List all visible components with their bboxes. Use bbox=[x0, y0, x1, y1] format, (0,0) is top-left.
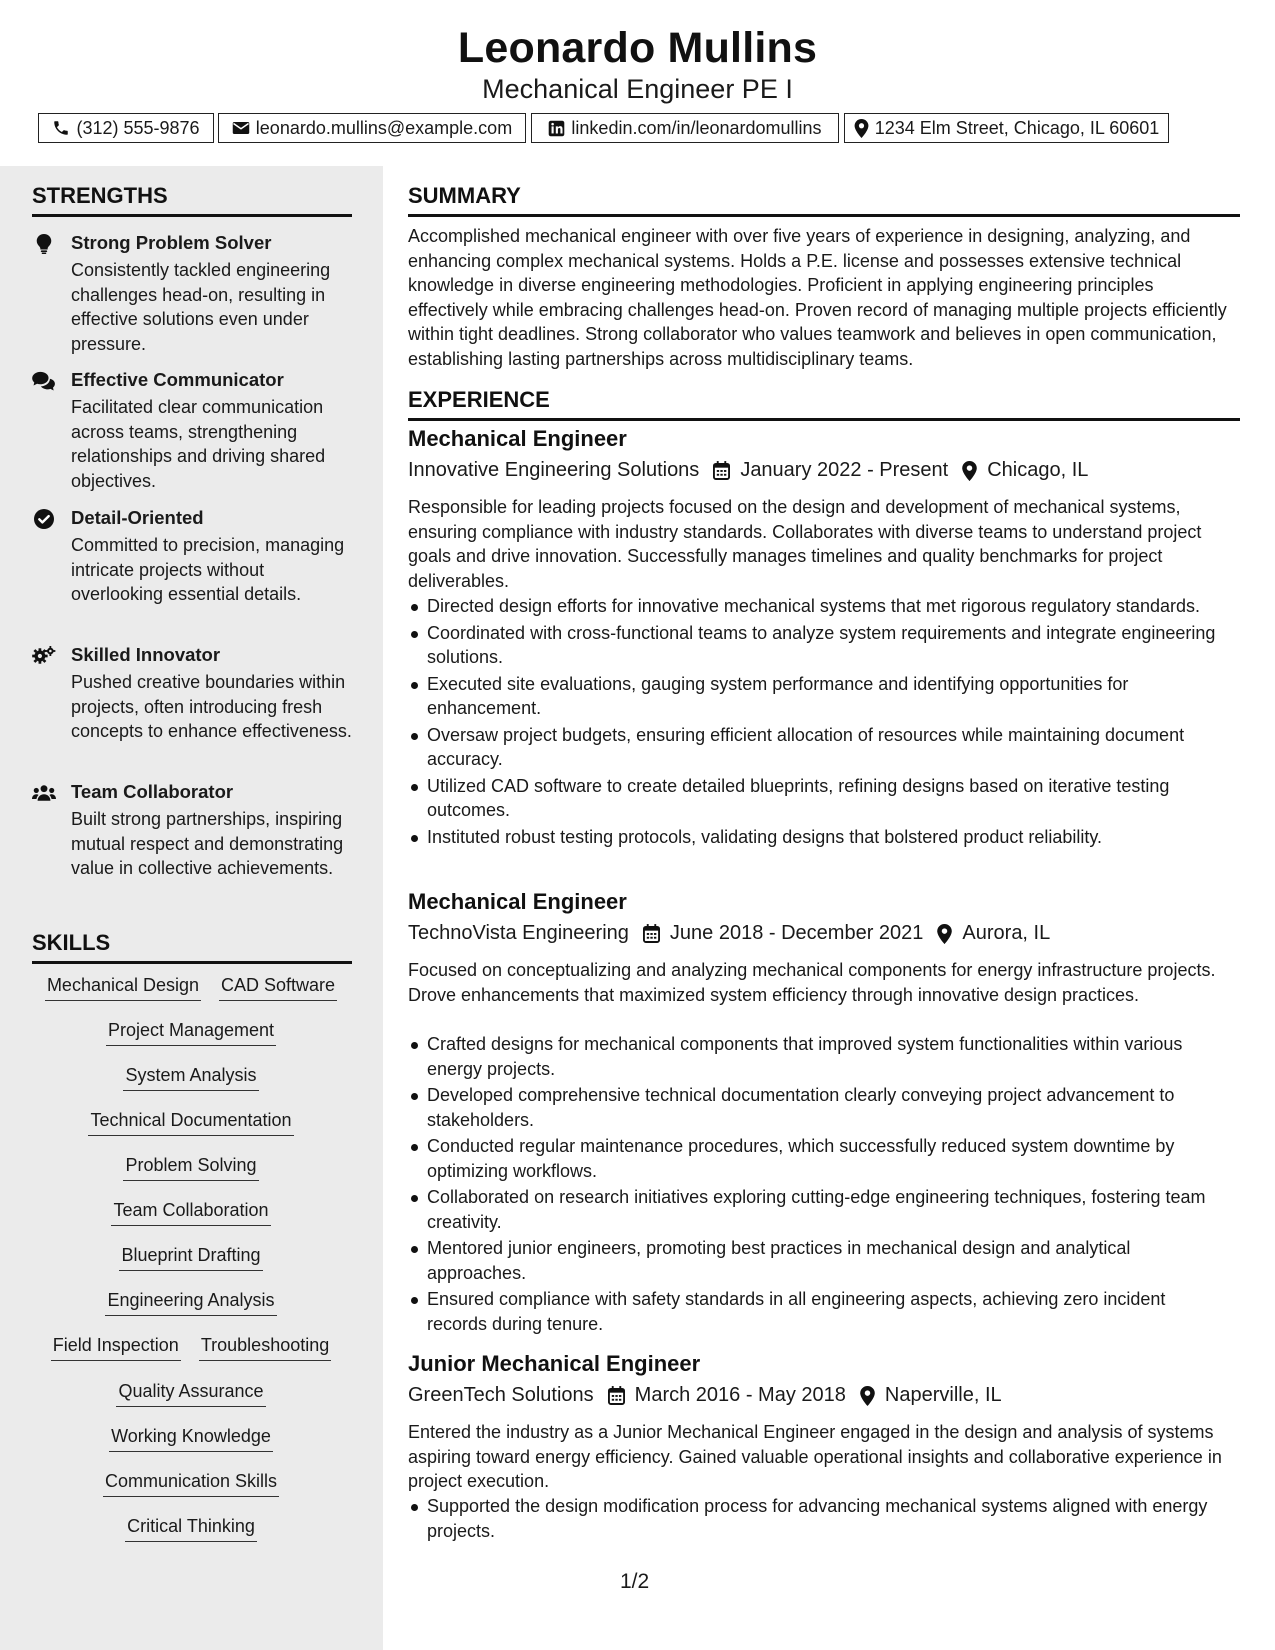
bullet-item: Coordinated with cross-functional teams to analyze system requirements and integrate engineering solutions. bbox=[408, 621, 1228, 670]
strength-title: Effective Communicator bbox=[71, 369, 284, 390]
skill-tag: Problem Solving bbox=[123, 1152, 258, 1181]
phone-text: (312) 555-9876 bbox=[76, 117, 200, 138]
strength-desc: Pushed creative boundaries within projects, often introducing fresh concepts to enhance effectiveness. bbox=[71, 672, 352, 741]
bullet-item: Conducted regular maintenance procedures, which successfully reduced system downtime by optimizing workflows. bbox=[408, 1134, 1228, 1183]
calendar-icon bbox=[713, 461, 730, 480]
job-bullets bbox=[408, 1032, 1228, 1338]
resume-header bbox=[0, 0, 1275, 160]
candidate-title: Mechanical Engineer PE I bbox=[482, 74, 793, 104]
lightbulb-icon bbox=[32, 232, 56, 256]
bullet-item: Mentored junior engineers, promoting best practices in mechanical design and analytical approaches. bbox=[408, 1236, 1228, 1285]
check-circle-icon bbox=[32, 507, 56, 531]
contact-phone bbox=[38, 113, 214, 143]
job-location: Chicago, IL bbox=[987, 459, 1089, 481]
strength-title: Strong Problem Solver bbox=[71, 232, 272, 253]
contact-address bbox=[844, 113, 1169, 143]
job-dates: March 2016 - May 2018 bbox=[634, 1384, 846, 1406]
summary-heading: SUMMARY bbox=[408, 183, 521, 208]
strength-title: Detail-Oriented bbox=[71, 507, 204, 528]
skills-row bbox=[32, 1513, 350, 1542]
strength-desc: Committed to precision, managing intricate projects without overlooking essential details. bbox=[71, 535, 345, 604]
skill-tag: Technical Documentation bbox=[88, 1107, 293, 1136]
skill-tag: Mechanical Design bbox=[45, 972, 201, 1001]
gears-icon bbox=[32, 644, 56, 668]
job-title: Mechanical Engineer bbox=[408, 426, 627, 451]
skill-tag: Communication Skills bbox=[103, 1468, 279, 1497]
bullet-item: Oversaw project budgets, ensuring efficient allocation of resources while maintaining document accuracy. bbox=[408, 723, 1228, 772]
skill-tag: Troubleshooting bbox=[199, 1332, 331, 1361]
job-dates: January 2022 - Present bbox=[740, 459, 949, 481]
calendar-icon bbox=[643, 924, 660, 943]
bullet-item: Supported the design modification process for advancing mechanical systems aligned with energy projects. bbox=[408, 1494, 1228, 1543]
strength-title: Team Collaborator bbox=[71, 781, 234, 802]
skills-row bbox=[32, 1152, 350, 1181]
job-location: Aurora, IL bbox=[962, 922, 1051, 944]
skills-row bbox=[32, 1242, 350, 1271]
skills-row bbox=[32, 1197, 350, 1226]
contact-bar bbox=[38, 113, 1238, 143]
users-icon bbox=[32, 781, 56, 805]
skill-tag: Quality Assurance bbox=[116, 1378, 265, 1407]
address-text: 1234 Elm Street, Chicago, IL 60601 bbox=[874, 117, 1160, 138]
skills-row bbox=[32, 1107, 350, 1136]
skill-tag: System Analysis bbox=[123, 1062, 258, 1091]
skill-tag: Blueprint Drafting bbox=[119, 1242, 262, 1271]
strength-desc: Facilitated clear communication across teams, strengthening relationships and driving shared objectives. bbox=[71, 397, 326, 491]
skill-tag: Field Inspection bbox=[51, 1332, 181, 1361]
envelope-icon bbox=[232, 120, 250, 136]
bullet-item: Executed site evaluations, gauging system performance and identifying opportunities for enhancement. bbox=[408, 672, 1228, 721]
job-company: Innovative Engineering Solutions bbox=[408, 459, 700, 481]
experience-divider bbox=[408, 418, 1240, 421]
candidate-name: Leonardo Mullins bbox=[457, 24, 818, 72]
skills-row bbox=[32, 1423, 350, 1452]
job-bullets bbox=[408, 1494, 1228, 1545]
bullet-item: Developed comprehensive technical documentation clearly conveying project advancement to stakeholders. bbox=[408, 1083, 1228, 1132]
job-meta bbox=[408, 922, 1050, 945]
strengths-heading: STRENGTHS bbox=[32, 183, 168, 208]
skills-row bbox=[32, 1287, 350, 1316]
job-description: Responsible for leading projects focused on the design and development of mechanical systems, ensuring compliance with industry standards. Collaborates with diverse teams to understand project goals and drive innovation. Successfully manages timelines and quality benchmarks for project deliverables. bbox=[408, 497, 1202, 591]
contact-email[interactable] bbox=[218, 113, 526, 143]
skill-tag: CAD Software bbox=[219, 972, 337, 1001]
linkedin-text: linkedin.com/in/leonardomullins bbox=[571, 117, 822, 138]
strengths-divider bbox=[32, 214, 352, 217]
job-dates: June 2018 - December 2021 bbox=[669, 922, 924, 944]
job-company: TechnoVista Engineering bbox=[408, 922, 629, 944]
skills-row bbox=[32, 1062, 350, 1091]
bullet-item: Directed design efforts for innovative mechanical systems that met rigorous regulatory standards. bbox=[408, 594, 1228, 619]
skills-row bbox=[32, 1332, 350, 1361]
email-text: leonardo.mullins@example.com bbox=[255, 117, 513, 138]
skills-row bbox=[32, 1017, 350, 1046]
job-title: Mechanical Engineer bbox=[408, 889, 627, 914]
skill-tag: Critical Thinking bbox=[125, 1513, 257, 1542]
skills-row bbox=[32, 972, 350, 1001]
map-pin-icon bbox=[962, 461, 977, 481]
bullet-item: Instituted robust testing protocols, validating designs that bolstered product reliability. bbox=[408, 825, 1228, 850]
linkedin-icon bbox=[548, 120, 565, 137]
map-pin-icon bbox=[854, 119, 869, 138]
skill-tag: Project Management bbox=[106, 1017, 276, 1046]
strength-title: Skilled Innovator bbox=[71, 644, 221, 665]
job-bullets bbox=[408, 594, 1228, 851]
experience-heading: EXPERIENCE bbox=[408, 387, 550, 412]
summary-divider bbox=[408, 214, 1240, 217]
job-meta bbox=[408, 459, 1088, 482]
skills-heading: SKILLS bbox=[32, 930, 111, 955]
chat-bubbles-icon bbox=[32, 369, 56, 393]
job-description: Focused on conceptualizing and analyzing mechanical components for energy infrastructure projects. Drove enhancements that maximized system efficiency through innovative design practices. bbox=[408, 960, 1216, 1005]
strength-desc: Consistently tackled engineering challenges head-on, resulting in effective solutions even under pressure. bbox=[71, 260, 331, 354]
phone-icon bbox=[52, 119, 70, 137]
skills-row bbox=[32, 1468, 350, 1497]
map-pin-icon bbox=[860, 1386, 875, 1406]
job-location: Naperville, IL bbox=[884, 1384, 1002, 1406]
bullet-item: Ensured compliance with safety standards in all engineering aspects, achieving zero incident records during tenure. bbox=[408, 1287, 1228, 1336]
bullet-item: Utilized CAD software to create detailed blueprints, refining designs based on iterative testing outcomes. bbox=[408, 774, 1228, 823]
job-company: GreenTech Solutions bbox=[408, 1384, 594, 1406]
bullet-item: Crafted designs for mechanical components that improved system functionalities within various energy projects. bbox=[408, 1032, 1228, 1081]
job-title: Junior Mechanical Engineer bbox=[408, 1351, 701, 1376]
skill-tag: Working Knowledge bbox=[109, 1423, 273, 1452]
skills-divider bbox=[32, 961, 352, 964]
skill-tag: Engineering Analysis bbox=[105, 1287, 276, 1316]
summary-text: Accomplished mechanical engineer with over five years of experience in designing, analyzing, and enhancing complex mechanical systems. Holds a P.E. license and possesses extensive technical knowledge in diverse engineering methodologies. Proficient in applying engineering principles effectively while embracing challenges head-on. Proven record of managing multiple projects efficiently within tight deadlines. Strong collaborator who values teamwork and believes in open communication, establishing lasting partnerships across multidisciplinary teams. bbox=[408, 226, 1227, 369]
page-number: 1/2 bbox=[620, 1570, 650, 1593]
skill-tag: Team Collaboration bbox=[111, 1197, 270, 1226]
skills-row bbox=[32, 1378, 350, 1407]
job-meta bbox=[408, 1384, 1002, 1407]
strength-desc: Built strong partnerships, inspiring mutual respect and demonstrating value in collective achievements. bbox=[71, 809, 344, 878]
calendar-icon bbox=[608, 1386, 625, 1405]
bullet-item: Collaborated on research initiatives exploring cutting-edge engineering techniques, fostering team creativity. bbox=[408, 1185, 1228, 1234]
map-pin-icon bbox=[937, 924, 952, 944]
contact-linkedin[interactable] bbox=[531, 113, 839, 143]
job-description: Entered the industry as a Junior Mechanical Engineer engaged in the design and analysis of systems aspiring toward energy efficiency. Gained valuable operational insights and collaborative experience in project execution. bbox=[408, 1422, 1222, 1491]
